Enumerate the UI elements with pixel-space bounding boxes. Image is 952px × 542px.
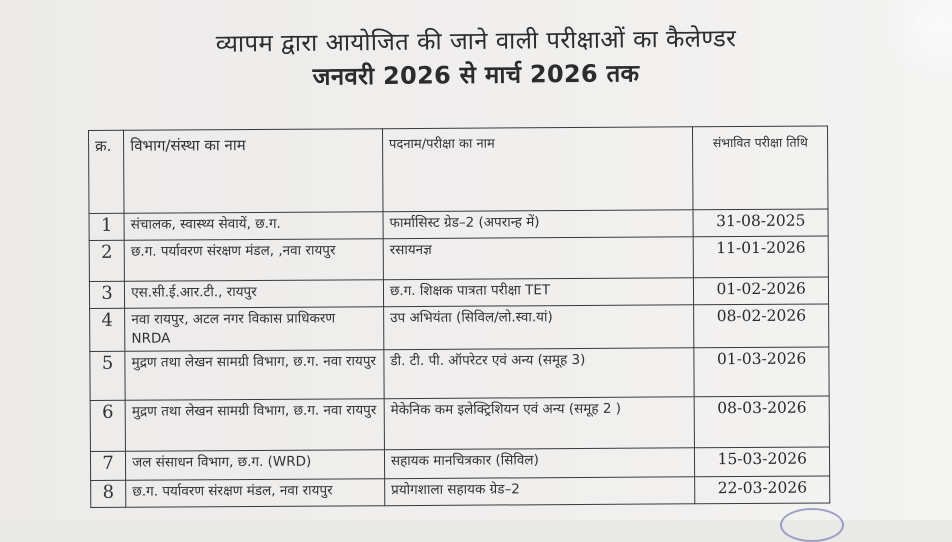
header-exam-date: संभावित परीक्षा तिथि bbox=[693, 126, 828, 210]
table-row bbox=[90, 304, 829, 352]
row-serial: 3 bbox=[89, 281, 124, 308]
row-exam-date: 31-08-2025 bbox=[693, 209, 828, 237]
row-department: छ.ग. पर्यावरण संरक्षण मंडल, नवा रायपुर bbox=[126, 479, 385, 508]
row-exam-date: 01-03-2026 bbox=[694, 347, 829, 397]
row-post: प्रयोगशाला सहायक ग्रेड–2 bbox=[385, 477, 696, 506]
row-exam-date: 11-01-2026 bbox=[694, 236, 829, 278]
row-post: सहायक मानचित्रकार (सिविल) bbox=[384, 448, 695, 479]
row-post: डी. टी. पी. ऑपरेटर एवं अन्य (समूह 3) bbox=[384, 348, 695, 399]
table-row bbox=[91, 476, 830, 508]
row-exam-date: 22-03-2026 bbox=[695, 476, 830, 504]
table-header-row bbox=[89, 126, 828, 214]
row-department: नवा रायपुर, अटल नगर विकास प्राधिकरण NRDA bbox=[125, 307, 384, 352]
header-serial: क्र. bbox=[89, 130, 125, 213]
row-serial: 5 bbox=[90, 351, 125, 400]
row-post: फार्मासिस्ट ग्रेड–2 (अपरान्ह में) bbox=[383, 210, 694, 239]
table-row bbox=[89, 236, 828, 282]
header-post: पदनाम/परीक्षा का नाम bbox=[382, 127, 693, 212]
row-exam-date: 01-02-2026 bbox=[694, 277, 829, 305]
row-post: मेकेनिक कम इलेक्ट्रिशियन एवं अन्य (समूह 2 ) bbox=[384, 397, 695, 450]
row-serial: 1 bbox=[89, 213, 124, 240]
row-post: रसायनज्ञ bbox=[383, 237, 694, 280]
row-post: उप अभियंता (सिविल/लो.स्वा.यां) bbox=[384, 305, 695, 350]
row-exam-date: 08-03-2026 bbox=[695, 396, 830, 448]
row-serial: 2 bbox=[89, 240, 124, 281]
row-serial: 8 bbox=[91, 480, 126, 507]
row-department: मुद्रण तथा लेखन सामग्री विभाग, छ.ग. नवा रायपुर bbox=[125, 399, 384, 452]
exam-calendar-table bbox=[88, 125, 830, 508]
table-row bbox=[90, 347, 829, 401]
row-department: छ.ग. पर्यावरण संरक्षण मंडल, ,नवा रायपुर bbox=[124, 239, 383, 282]
calendar-title: व्यापम द्वारा आयोजित की जाने वाली परीक्षाओं का कैलेण्डर bbox=[215, 24, 737, 58]
row-department: संचालक, स्वास्थ्य सेवायें, छ.ग. bbox=[124, 212, 383, 241]
row-department: जल संसाधन विभाग, छ.ग. (WRD) bbox=[126, 450, 385, 481]
row-serial: 6 bbox=[90, 400, 125, 451]
row-serial: 7 bbox=[90, 451, 125, 480]
header-department: विभाग/संस्था का नाम bbox=[124, 129, 383, 214]
row-department: मुद्रण तथा लेखन सामग्री विभाग, छ.ग. नवा रायपुर bbox=[125, 350, 384, 401]
ink-stamp bbox=[780, 508, 844, 542]
table-row bbox=[90, 396, 829, 452]
row-exam-date: 08-02-2026 bbox=[694, 304, 829, 348]
table-row bbox=[90, 447, 829, 481]
calendar-period: जनवरी 2026 से मार्च 2026 तक bbox=[312, 59, 640, 91]
row-serial: 4 bbox=[90, 308, 125, 351]
row-department: एस.सी.ई.आर.टी., रायपुर bbox=[125, 280, 384, 309]
row-post: छ.ग. शिक्षक पात्रता परीक्षा TET bbox=[383, 278, 694, 307]
row-exam-date: 15-03-2026 bbox=[695, 447, 830, 477]
